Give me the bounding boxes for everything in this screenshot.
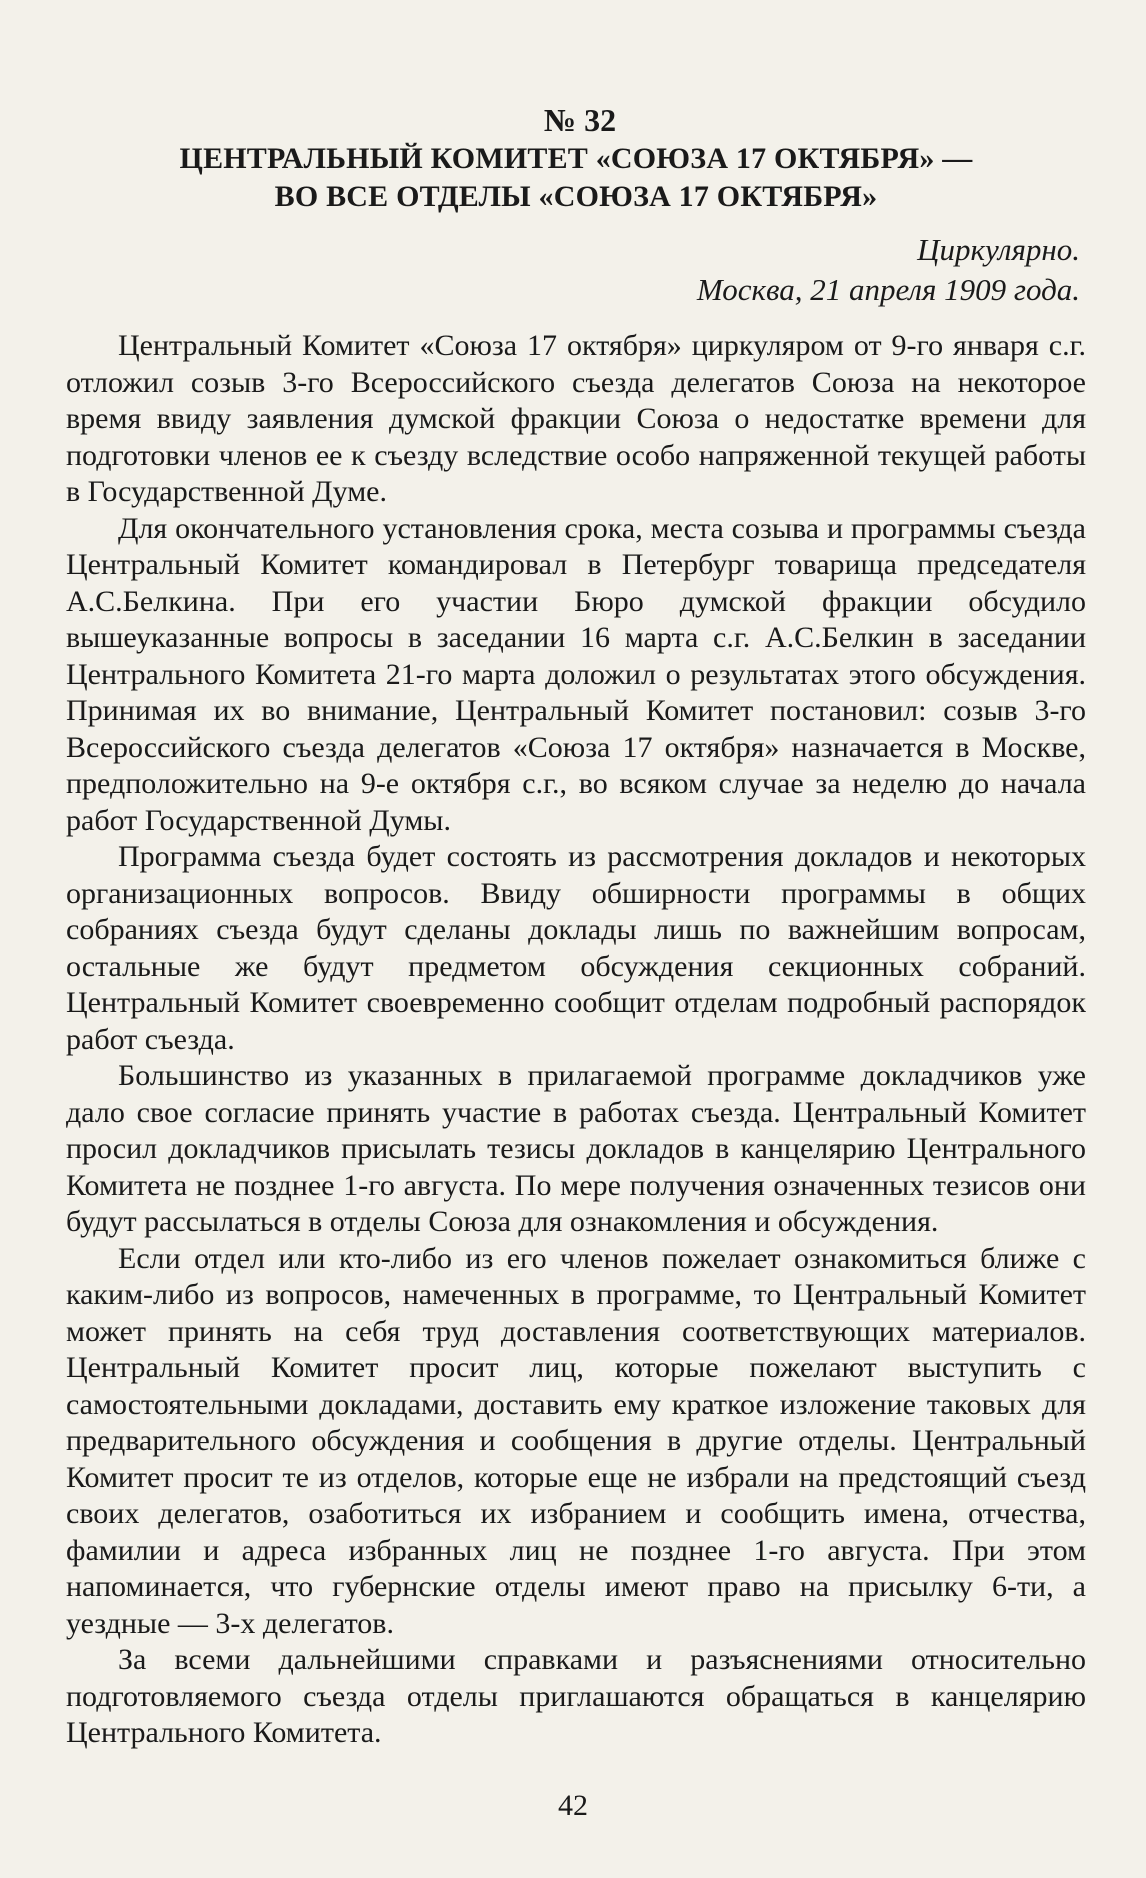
document-body [66,328,1086,1752]
place-date: Москва, 21 апреля 1909 года. [696,272,1080,307]
paragraph: Большинство из указанных в прилагаемой программе докладчиков уже дало свое согласие принять участие в работах съезда. Центральный Комитет просил докладчиков присылать тезисы докладов в канцелярию Центрального Комитета не позднее 1-го августа. По мере получения означенных тезисов они будут рассылаться в отделы Союза для ознакомления и обсуждения. [66,1059,1086,1238]
page-number: 42 [558,1789,588,1822]
circular-note: Циркулярно. [917,232,1080,267]
paragraph: Если отдел или кто-либо из его членов пожелает ознакомиться ближе с каким-либо из вопросов, намеченных в программе, то Центральный Комитет может принять на себя труд доставления соответствующих материалов. Центральный Комитет просит лиц, которые пожелают выступить с самостоятельными докладами, доставить ему краткое изложение таковых для предварительного обсуждения и сообщения в другие отделы. Центральный Комитет просит те из отделов, которые еще не избрали на предстоящий съезд своих делегатов, озаботиться их избранием и сообщить имена, отчества, фамилии и адреса избранных лиц не позднее 1-го августа. При этом напоминается, что губернские отделы имеют право на присылку 6-ти, а уездные — 3-х делегатов. [66,1241,1086,1640]
paragraph: Для окончательного установления срока, места созыва и программы съезда Центральный Комитет командировал в Петербург товарища председателя А.С.Белкина. При его участии Бюро думской фракции обсудило вышеуказанные вопросы в заседании 16 марта с.г. А.С.Белкин в заседании Центрального Комитета 21-го марта доложил о результатах этого обсуждения. Принимая их во внимание, Центральный Комитет постановил: созыв 3-го Всероссийского съезда делегатов «Союза 17 октября» назначается в Москве, предположительно на 9-е октября с.г., во всяком случае за неделю до начала работ Государственной Думы. [66,511,1086,837]
paragraph: За всеми дальнейшими справками и разъяснениями относительно подготовляемого съезда отделы приглашаются обращаться в канцелярию Центрального Комитета. [66,1643,1086,1749]
document-number: № 32 [543,102,617,138]
document-title-line-1: ЦЕНТРАЛЬНЫЙ КОМИТЕТ «СОЮЗА 17 ОКТЯБРЯ» — [179,142,973,175]
paragraph: Программа съезда будет состоять из рассмотрения докладов и некоторых организационных вопросов. Ввиду обширности программы в общих собраниях съезда будут сделаны доклады лишь по важнейшим вопросам, остальные же будут предметом обсуждения секционных собраний. Центральный Комитет своевременно сообщит отделам подробный распорядок работ съезда. [66,840,1086,1056]
document-title-line-2: ВО ВСЕ ОТДЕЛЫ «СОЮЗА 17 ОКТЯБРЯ» [274,180,878,213]
document-page [66,100,1086,1752]
paragraph: Центральный Комитет «Союза 17 октября» циркуляром от 9-го января с.г. отложил созыв 3-го Всероссийского съезда делегатов Союза на некоторое время ввиду заявления думской фракции Союза о недостатке времени для подготовки членов ее к съезду вследствие особо напряженной текущей работы в Государственной Думе. [66,329,1086,508]
